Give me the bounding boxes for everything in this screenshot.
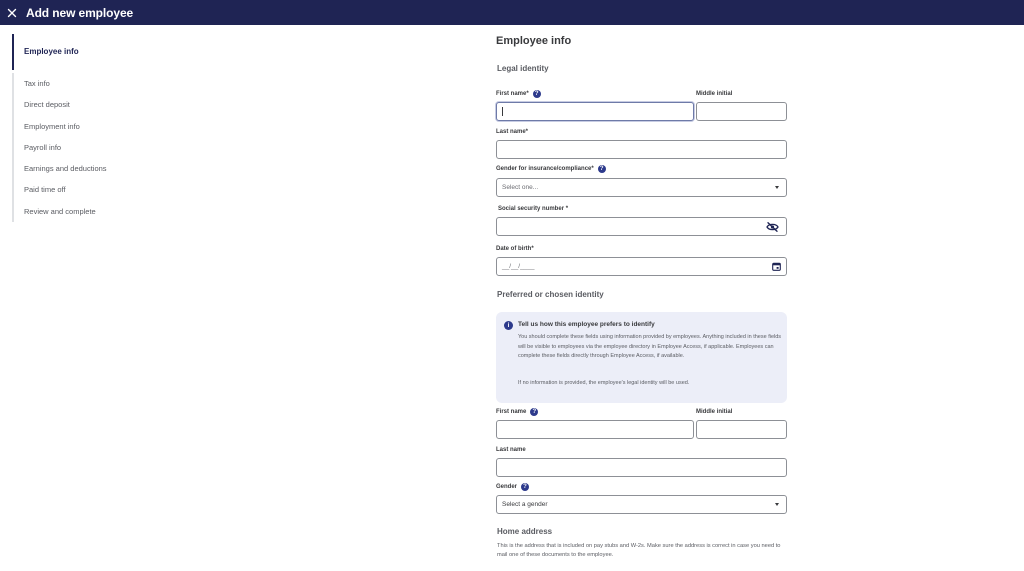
dob-placeholder: __/__/____ bbox=[502, 263, 535, 270]
dob-input[interactable] bbox=[496, 257, 787, 276]
help-icon[interactable]: ? bbox=[533, 90, 541, 98]
middle-initial-input[interactable] bbox=[696, 102, 787, 121]
preferred-gender-value: Select a gender bbox=[502, 501, 548, 508]
preferred-last-name-label: Last name bbox=[496, 447, 526, 453]
sidebar-nav bbox=[12, 34, 212, 222]
preferred-last-name-input[interactable] bbox=[496, 458, 787, 477]
preferred-first-name-label bbox=[496, 407, 538, 417]
page-title: Add new employee bbox=[26, 5, 134, 20]
preferred-gender-label-text: Gender bbox=[496, 484, 518, 490]
close-icon bbox=[7, 8, 17, 18]
sidebar-item-review-complete[interactable]: Review and complete bbox=[12, 201, 212, 222]
text-cursor bbox=[502, 107, 503, 116]
preferred-first-name-input[interactable] bbox=[496, 420, 694, 439]
info-icon: i bbox=[504, 321, 513, 330]
dob-label: Date of birth* bbox=[496, 246, 534, 252]
chevron-down-icon bbox=[775, 503, 779, 506]
last-name-input[interactable] bbox=[496, 140, 787, 159]
ssn-input[interactable] bbox=[496, 217, 787, 236]
middle-initial-label: Middle initial bbox=[696, 91, 733, 97]
legal-identity-heading: Legal identity bbox=[497, 64, 549, 73]
preferred-identity-heading: Preferred or chosen identity bbox=[497, 290, 604, 299]
preferred-gender-select[interactable] bbox=[496, 495, 787, 514]
last-name-label: Last name* bbox=[496, 129, 529, 135]
help-icon[interactable]: ? bbox=[530, 408, 538, 416]
close-button[interactable] bbox=[0, 0, 24, 25]
eye-slash-icon[interactable] bbox=[766, 222, 779, 232]
preferred-middle-initial-input[interactable] bbox=[696, 420, 787, 439]
gender-compliance-value: Select one... bbox=[502, 184, 539, 191]
info-panel bbox=[496, 312, 787, 403]
info-title: Tell us how this employee prefers to identify bbox=[518, 321, 655, 328]
sidebar-item-direct-deposit[interactable]: Direct deposit bbox=[12, 94, 212, 115]
sidebar-item-paid-time-off[interactable]: Paid time off bbox=[12, 179, 212, 200]
gender-compliance-label bbox=[496, 164, 606, 174]
sidebar-item-employment-info[interactable]: Employment info bbox=[12, 116, 212, 137]
help-icon[interactable]: ? bbox=[598, 165, 606, 173]
sidebar-item-employee-info[interactable]: Employee info bbox=[12, 34, 212, 70]
calendar-icon[interactable] bbox=[772, 262, 781, 271]
chevron-down-icon bbox=[775, 186, 779, 189]
header-bar bbox=[0, 0, 1024, 25]
preferred-middle-initial-label: Middle initial bbox=[696, 409, 733, 415]
first-name-label bbox=[496, 89, 541, 99]
preferred-gender-label bbox=[496, 482, 529, 492]
home-address-description: This is the address that is included on pay stubs and W-2s. Make sure the address is correct in case you need to mail one of these documents to the employee. bbox=[497, 543, 781, 558]
gender-compliance-label-text: Gender for insurance/compliance* bbox=[496, 166, 594, 172]
info-body: You should complete these fields using information provided by employees. Anything included in these fields will be visible to employees via the employee directory in Employee Access, if applicable. Employees can complete these fields directly through Employee Access, if available. bbox=[518, 334, 782, 360]
sidebar-item-tax-info[interactable]: Tax info bbox=[12, 73, 212, 94]
first-name-input[interactable] bbox=[496, 102, 694, 121]
gender-compliance-select[interactable] bbox=[496, 178, 787, 197]
first-name-label-text: First name* bbox=[496, 91, 529, 97]
home-address-heading: Home address bbox=[497, 527, 553, 536]
sidebar-item-earnings-deductions[interactable]: Earnings and deductions bbox=[12, 158, 212, 179]
form-title: Employee info bbox=[496, 35, 572, 47]
help-icon[interactable]: ? bbox=[521, 483, 529, 491]
sidebar-item-payroll-info[interactable]: Payroll info bbox=[12, 137, 212, 158]
info-note: If no information is provided, the employee's legal identity will be used. bbox=[518, 380, 690, 386]
ssn-label: Social security number * bbox=[498, 206, 569, 212]
preferred-first-name-label-text: First name bbox=[496, 409, 527, 415]
